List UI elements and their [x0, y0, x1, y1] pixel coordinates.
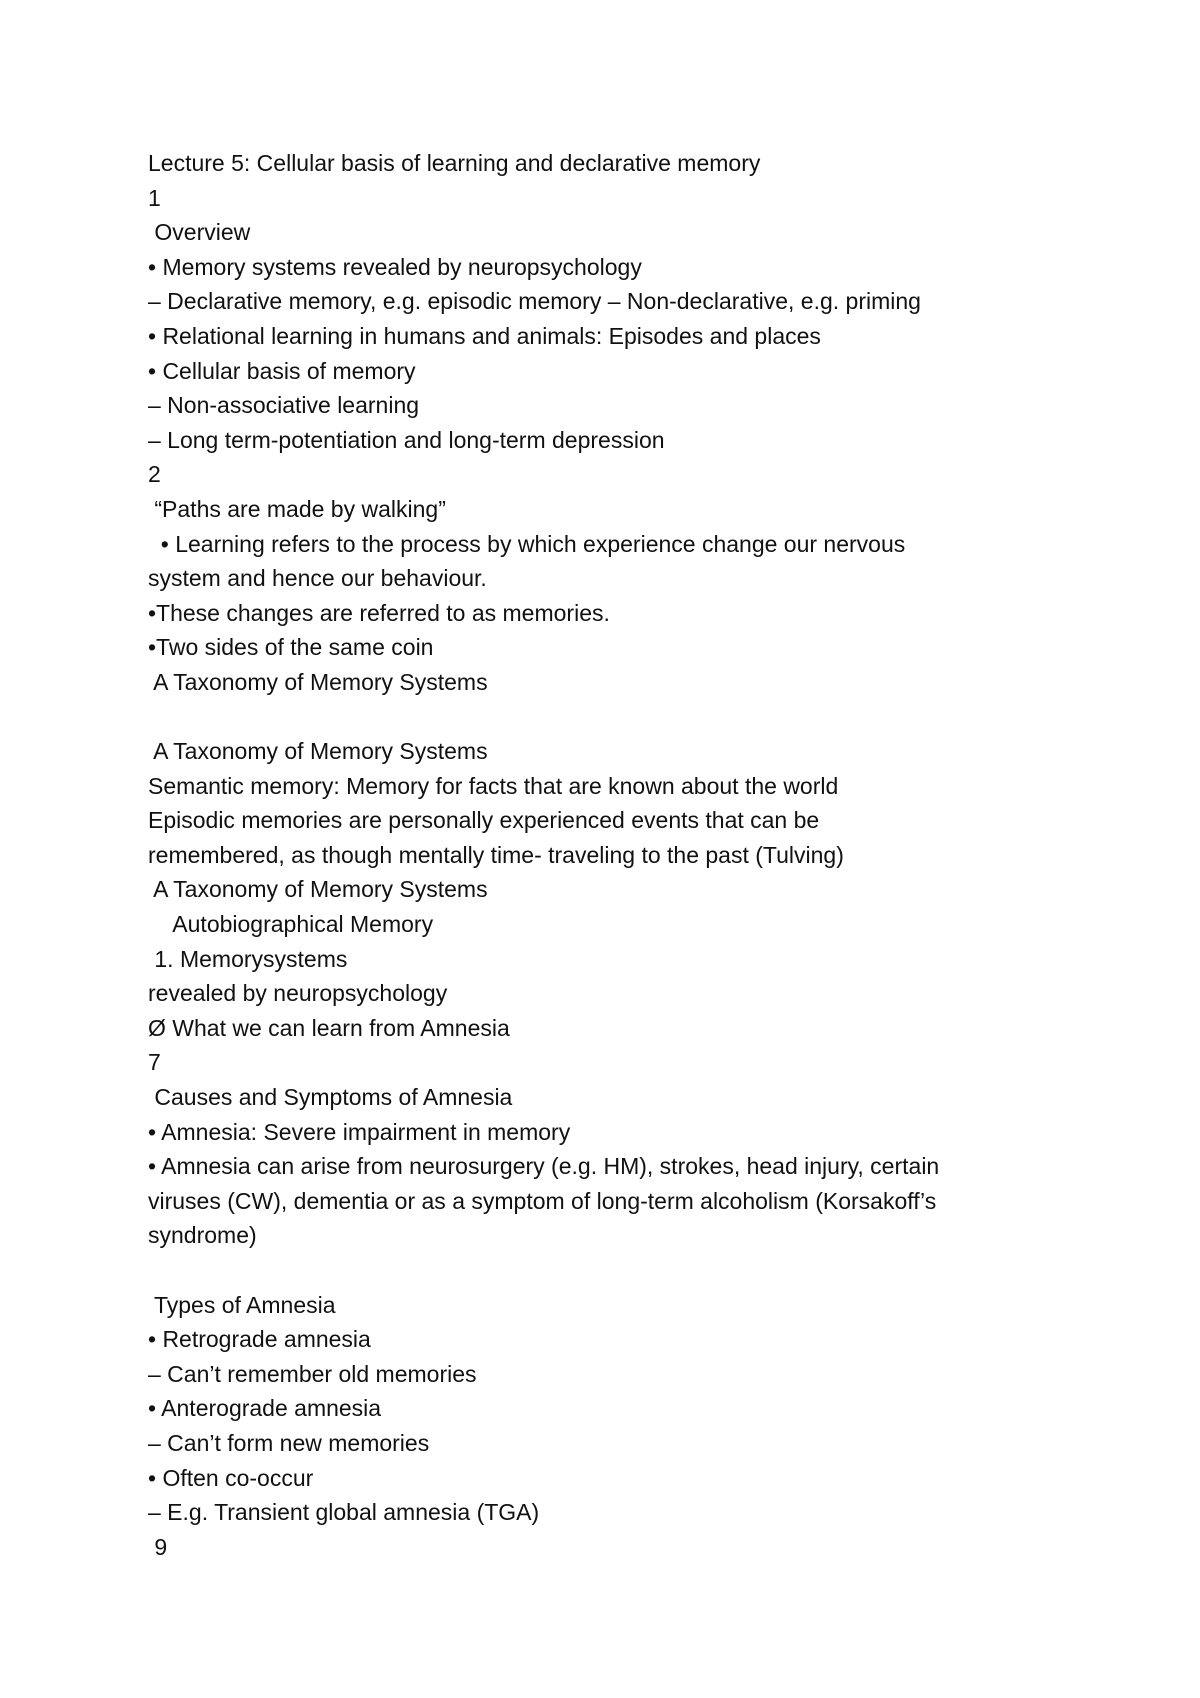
document-text [148, 146, 1078, 1564]
bullet-line: • Amnesia: Severe impairment in memory [148, 1118, 571, 1145]
bullet-line: •These changes are referred to as memories. [148, 599, 610, 626]
sub-bullet-line: – Can’t form new memories [148, 1429, 430, 1456]
section-heading: A Taxonomy of Memory Systems [148, 668, 488, 695]
sub-bullet-line: – Can’t remember old memories [148, 1360, 477, 1387]
section-heading: Types of Amnesia [148, 1291, 336, 1318]
bullet-line: • Retrograde amnesia [148, 1326, 371, 1353]
numbered-heading: 1. Memorysystems [148, 945, 348, 972]
bullet-line: • Cellular basis of memory [148, 357, 416, 384]
bullet-line: • Learning refers to the process by which experience change our nervous [148, 530, 906, 557]
text-line: Episodic memories are personally experienced events that can be [148, 807, 820, 834]
section-heading: A Taxonomy of Memory Systems [148, 876, 488, 903]
text-line: revealed by neuropsychology [148, 980, 448, 1007]
bullet-line: • Memory systems revealed by neuropsychology [148, 253, 642, 280]
bullet-line: • Amnesia can arise from neurosurgery (e.g. HM), strokes, head injury, certain [148, 1153, 940, 1180]
quote-heading: “Paths are made by walking” [148, 495, 446, 522]
bullet-line: •Two sides of the same coin [148, 634, 434, 661]
arrow-bullet-line: Ø What we can learn from Amnesia [148, 1014, 510, 1041]
slide-number: 7 [148, 1049, 161, 1076]
subheading-line: Autobiographical Memory [148, 911, 434, 938]
section-heading: Causes and Symptoms of Amnesia [148, 1084, 513, 1111]
text-line: Semantic memory: Memory for facts that are known about the world [148, 772, 839, 799]
sub-bullet-line: – Non-associative learning [148, 392, 420, 419]
section-heading: A Taxonomy of Memory Systems [148, 738, 488, 765]
slide-number: 2 [148, 461, 161, 488]
bullet-line: • Anterograde amnesia [148, 1395, 382, 1422]
text-line: viruses (CW), dementia or as a symptom of long-term alcoholism (Korsakoff’s [148, 1187, 937, 1214]
bullet-line: • Often co-occur [148, 1464, 314, 1491]
blank-line [148, 700, 1078, 735]
lecture-title: Lecture 5: Cellular basis of learning and declarative memory [148, 150, 761, 176]
slide-number: 1 [148, 184, 161, 211]
blank-line [148, 1253, 1078, 1288]
text-line: system and hence our behaviour. [148, 565, 487, 592]
sub-bullet-line: – Long term-potentiation and long-term depression [148, 426, 665, 453]
sub-bullet-line: – Declarative memory, e.g. episodic memory – Non-declarative, e.g. priming [148, 288, 921, 315]
sub-bullet-line: – E.g. Transient global amnesia (TGA) [148, 1499, 540, 1526]
section-heading: Overview [148, 219, 251, 246]
text-line: syndrome) [148, 1222, 257, 1249]
text-line: remembered, as though mentally time- traveling to the past (Tulving) [148, 841, 844, 868]
bullet-line: • Relational learning in humans and animals: Episodes and places [148, 322, 821, 349]
slide-number: 9 [148, 1533, 168, 1560]
